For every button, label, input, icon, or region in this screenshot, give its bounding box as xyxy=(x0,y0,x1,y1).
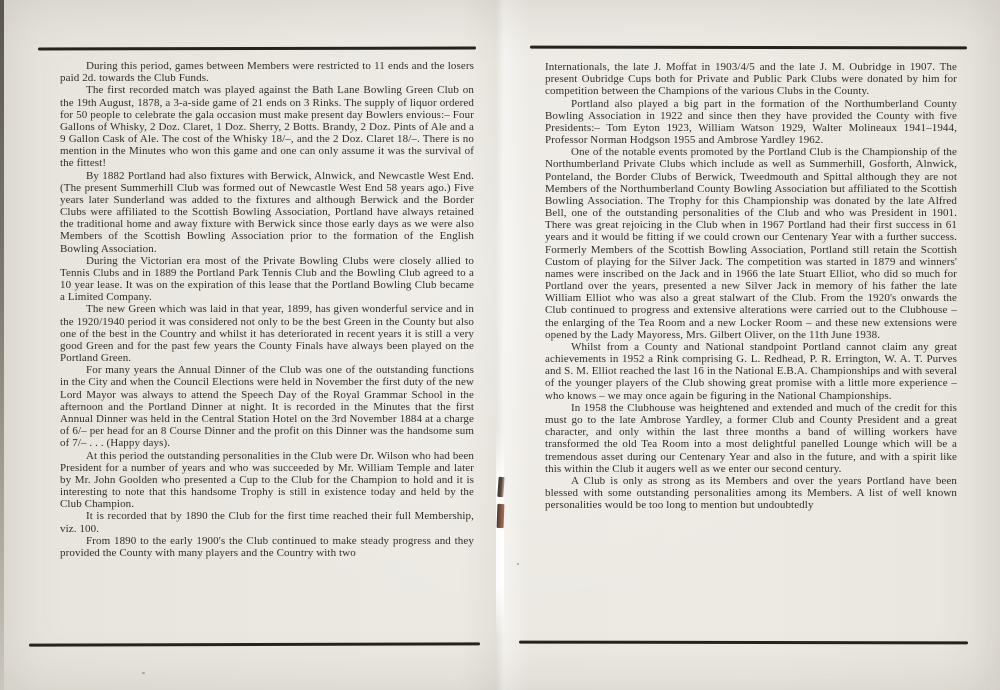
paragraph: In 1958 the Clubhouse was heightened and extended and much of the credit for this must go to the late Ambrose Yardley, a former Club and County President and a great character, and only within the last three months a band of willing workers have transformed the old Tea Room into a most delightful panelled Lounge which will be a tremendous asset during our Centenary Year and also in the future, and with a spirit like this within the Club it augers well as we enter our second century. xyxy=(545,401,957,475)
page-left-text xyxy=(60,60,474,559)
paragraph: At this period the outstanding personalities in the Club were Dr. Wilson who had been President for a number of years and who was succeeded by Mr. William Temple and later by Mr. John Goolden who presented a Cup to the Club for the Champion to hold and it is interesting to note that this handsome Trophy is still in existence today and held by the Club Champion. xyxy=(60,449,474,511)
gutter-crease xyxy=(496,430,504,640)
paragraph: During this period, games between Members were restricted to 11 ends and the losers paid 2d. towards the Club Funds. xyxy=(60,60,474,85)
page-left xyxy=(0,0,497,690)
page-right-text xyxy=(545,61,957,511)
staple-icon xyxy=(497,504,505,528)
paragraph: By 1882 Portland had also fixtures with Berwick, Alnwick, and Newcastle West End. (The present Summerhill Club was formed out of Newcastle West End 58 years ago.) Five years later Sunderland was added to the fixtures and although Berwick and the Border Clubs were affiliated to the Scottish Bowling Association, Portland have always retained the traditional home and away fixture with Berwick since those early days as we were also Members of the Scottish Bowling Association prior to the formation of the English Bowling Association. xyxy=(60,169,474,255)
paragraph: Portland also played a big part in the formation of the Northumberland County Bowling Association in 1922 and since then they have provided the County with five Presidents:– Tom Eyton 1923, William Watson 1929, Walter Molineaux 1941–1944, Professor Norman Hodgson 1955 and Ambrose Yardley 1962. xyxy=(545,97,957,147)
paragraph: From 1890 to the early 1900's the Club continued to make steady progress and they provided the County with many players and the Country with two xyxy=(60,534,474,559)
paragraph: For many years the Annual Dinner of the Club was one of the outstanding functions in the City and when the Council Elections were held in November the first duty of the new Lord Mayor was always to attend the Speech Day of the Royal Grammar School in the afternoon and the Portland Dinner at night. It is recorded in the Minutes that the first Annual Dinner was held in the Central Station Hotel on the 3rd November 1884 at a charge of 6/– per head for an 8 Course Dinner and the profit on this Dinner was the handsome sum of 7/– . . . (Happy days). xyxy=(60,364,474,450)
page-left-top-rule xyxy=(38,47,476,51)
paragraph: One of the notable events promoted by the Portland Club is the Championship of the Northumberland Private Clubs which include as well as Summerhill, Gosforth, Alnwick, Ponteland, the Border Clubs of Berwick, Tweedmouth and Spittal although they are not Members of the Northumberland County Bowling Association but affiliated to the Scottish Bowling Association. The Trophy for this Championship was donated by the late Alfred Bell, one of the outstanding personalities of the Club and who was President in 1901. There was great rejoicing in the Club when in 1967 Portland had their first success in 61 years and it would be fitting if we could crown our Centenary Year with a further success. Formerly Members of the Scottish Bowling Association, Portland still retain the Scottish Custom of playing for the Silver Jack. The competition was started in 1879 and winners' names were inscribed on the Jack and in 1966 the late Stuart Elliot, who did so much for Portland over the years, presented a new Silver Jack in memory of his father the late William Elliot who was also a great stalwart of the Club. From the 1920's onwards the Club continued to progress and extensive alterations were carried out to the Clubhouse – the enlarging of the Tea Room and a new Locker Room – and these new extensions were opened by the Lady Mayoress, Mrs. Gilbert Oliver, on the 11th June 1938. xyxy=(545,146,957,341)
paragraph: It is recorded that by 1890 the Club for the first time reached their full Membership, viz. 100. xyxy=(60,510,474,535)
scan-speck xyxy=(517,563,519,565)
scan-speck xyxy=(142,672,145,674)
page-right xyxy=(503,0,1000,690)
paragraph: A Club is only as strong as its Members and over the years Portland have been blessed with some outstanding personalities among its Members. A list of well known personalities would be too long to mention but undoubtedly xyxy=(545,474,957,512)
page-right-top-rule xyxy=(530,46,967,50)
page-left-bottom-rule xyxy=(29,642,480,646)
paragraph: Whilst from a County and National standpoint Portland cannot claim any great achievements in 1952 a Rink comprising G. L. Redhead, P. R. Errington, W. A. T. Purves and S. M. Elliot reached the last 16 in the National E.B.A. Championships and with several of the younger players of the Club showing great promise with a little more experience – who knows – we may once again be figuring in the National Championships. xyxy=(545,340,957,402)
paragraph: The new Green which was laid in that year, 1899, has given wonderful service and in the 1920/1940 period it was considered not only to be the best Green in the County but also one of the best in the Country and whilst it has deteriorated in recent years it is still a very good Green and for the past few years the County Finals have always been played on the Portland Green. xyxy=(60,303,474,365)
page-right-bottom-rule xyxy=(519,641,968,645)
paragraph: Internationals, the late J. Moffat in 1903/4/5 and the late J. M. Oubridge in 1907. The present Oubridge Cups both for Private and Public Park Clubs were donated by him for competition between the Champions of the various Clubs in the County. xyxy=(545,61,957,98)
paragraph: During the Victorian era most of the Private Bowling Clubs were closely allied to Tennis Clubs and in 1889 the Portland Park Tennis Club and the Bowling Club agreed to a 10 year lease. It was on the expiration of this lease that the Portland Bowling Club became a Limited Company. xyxy=(60,254,474,304)
paragraph: The first recorded match was played against the Bath Lane Bowling Green Club on the 19th August, 1878, a 3-a-side game of 21 ends on 3 Rinks. The supply of liquor ordered for 50 people to celebrate the gala occasion must make present day Bowlers envious:– Four Gallons of Whisky, 2 Doz. Claret, 1 Doz. Sherry, 2 Botts. Brandy, 2 Doz. Pints of Ale and a 9 Gallon Cask of Ale. The cost of the Whisky 18/–, and the 2 Doz. Claret 18/–. There is no mention in the Minutes who won this game and one can only assume it was the survival of the fittest! xyxy=(60,84,474,170)
